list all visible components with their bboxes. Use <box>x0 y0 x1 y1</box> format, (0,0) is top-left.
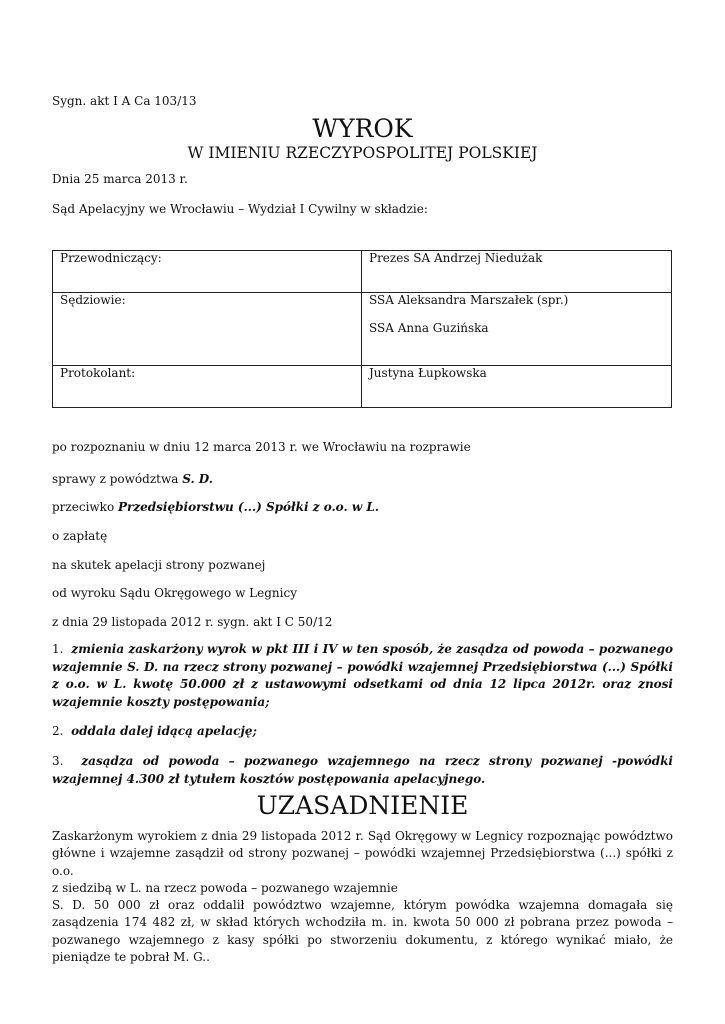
justification-paragraph-1: Zaskarżonym wyrokiem z dnia 29 listopada 2012 r. Sąd Okręgowy w Legnicy rozpoznając powództwo główne i wzajemne zasądził od strony pozwanej – powódki wzajemnej Przedsiębiorstwa (...) spółki z o.o. <box>52 829 673 878</box>
ruling-1-text: zmienia zaskarżony wyrok w pkt III i IV w ten sposób, że zasądza od powoda – pozwanego wzajemnie S. D. na rzecz strony pozwanej – powódki wzajemnej Przedsiębiorstwa (...) Spółki z o.o. w L. kwotę 50.000 zł z ustawowymi odsetkami od dnia 12 lipca 2012r. oraz znosi wzajemnie koszty postępowania; <box>52 642 673 709</box>
ruling-3-number: 3. <box>52 754 64 768</box>
defendant-prefix: przeciwko <box>52 500 118 514</box>
table-row <box>53 293 672 366</box>
document-subtitle: W IMIENIU RZECZYPOSPOLITEJ POLSKIEJ <box>187 144 538 162</box>
ruling-1-number: 1. <box>52 642 64 656</box>
plaintiff-prefix: sprawy z powództwa <box>52 472 183 486</box>
judge-2: SSA Anna Guzińska <box>369 321 489 335</box>
ruling-2-text: oddala dalej idącą apelację; <box>71 724 257 738</box>
justification-heading: UZASADNIENIE <box>256 791 469 820</box>
ruling-1 <box>52 641 673 711</box>
ruling-3-text: zasądza od powoda – pozwanego wzajemnego na rzecz strony pozwanej -powódki wzajemnej 4.300 zł tytułem kosztów postępowania apelacyjnego. <box>52 754 673 786</box>
court-composition: Sąd Apelacyjny we Wrocławiu – Wydział I Cywilny w składzie: <box>52 202 428 216</box>
plaintiff-name: S. D. <box>182 472 213 486</box>
ruling-2 <box>52 723 673 741</box>
defendant-name: Przedsiębiorstwu (...) Spółki z o.o. w L. <box>117 500 379 514</box>
ruling-3 <box>52 753 673 788</box>
table-row <box>53 251 672 293</box>
clerk-value: Justyna Łupkowska <box>362 366 672 408</box>
intro-line-subject: o zapłatę <box>52 529 108 543</box>
justification-text <box>52 828 673 966</box>
intro-line-appeal: na skutek apelacji strony pozwanej <box>52 558 266 572</box>
judge-1: SSA Aleksandra Marszałek (spr.) <box>369 293 569 307</box>
intro-line-lower-case: z dnia 29 listopada 2012 r. sygn. akt I C 50/12 <box>52 615 333 629</box>
case-signature: Sygn. akt I A Ca 103/13 <box>52 94 197 108</box>
intro-line-lower-court: od wyroku Sądu Okręgowego w Legnicy <box>52 586 297 600</box>
justification-paragraph-3: S. D. 50 000 zł oraz oddalił powództwo wzajemne, którym powódka wzajemna domagała się zasądzenia 174 482 zł, w skład których wchodziła m. in. kwota 50 000 zł pobrana przez powoda – pozwanego wzajemnego z kasy spółki po stworzeniu dokumentu, z którego wynikać miało, że pieniądze te pobrał M. G.. <box>52 898 673 965</box>
intro-line-defendant <box>52 500 379 514</box>
document-title: WYROK <box>312 114 413 143</box>
intro-line-hearing: po rozpoznaniu w dniu 12 marca 2013 r. we Wrocławiu na rozprawie <box>52 440 471 454</box>
justification-paragraph-2: z siedzibą w L. na rzecz powoda – pozwanego wzajemnie <box>52 880 398 895</box>
table-row <box>53 366 672 408</box>
bench-table <box>52 250 672 408</box>
clerk-label: Protokolant: <box>53 366 362 408</box>
judges-cell <box>362 293 672 366</box>
judgment-date: Dnia 25 marca 2013 r. <box>52 172 188 186</box>
judges-label: Sędziowie: <box>53 293 362 366</box>
intro-line-plaintiff <box>52 472 213 486</box>
ruling-2-number: 2. <box>52 724 64 738</box>
chair-value: Prezes SA Andrzej Niedużak <box>362 251 672 293</box>
chair-label: Przewodniczący: <box>53 251 362 293</box>
